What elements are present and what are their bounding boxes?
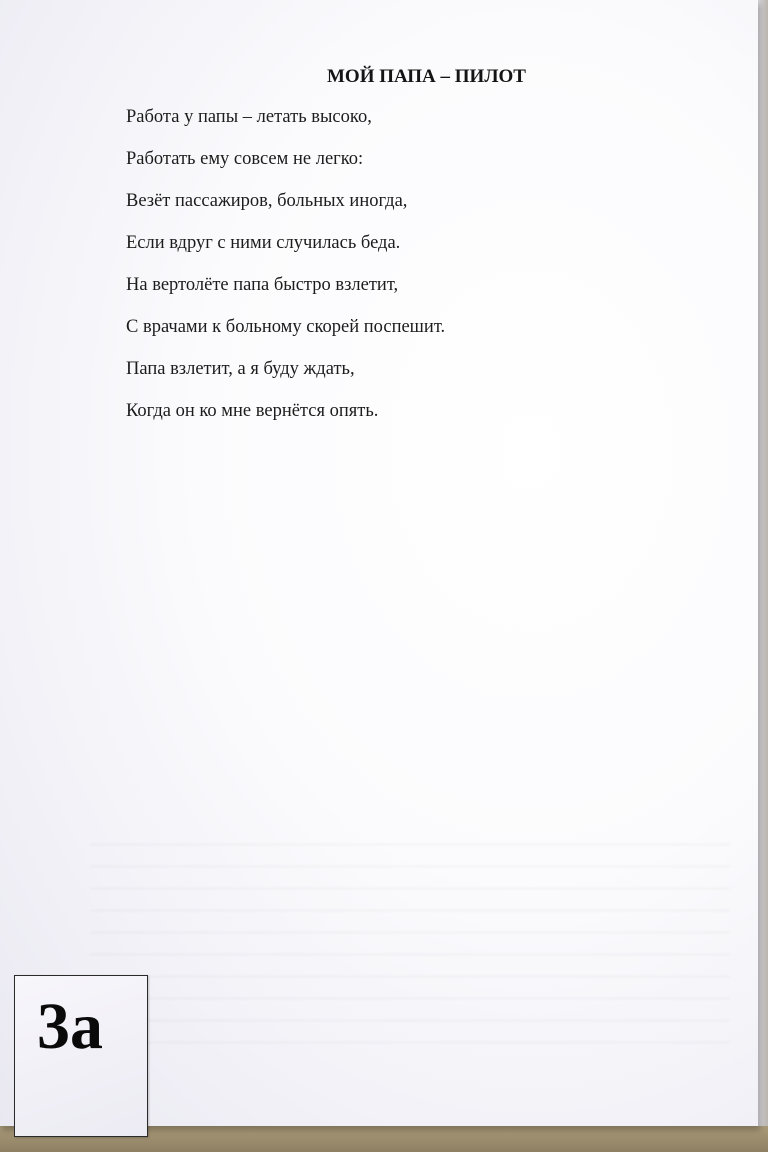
show-through-text [90, 830, 730, 1060]
poem-line: Когда он ко мне вернётся опять. [126, 401, 379, 421]
poem-line: Если вдруг с ними случилась беда. [126, 233, 401, 253]
poem-line: На вертолёте папа быстро взлетит, [126, 275, 399, 295]
poem-line: Папа взлетит, а я буду ждать, [126, 359, 355, 379]
poem-line: Везёт пассажиров, больных иногда, [126, 191, 408, 211]
label-number: 3а [37, 990, 103, 1063]
paper-right-edge [758, 0, 768, 1152]
poem-line: Работать ему совсем не легко: [126, 149, 364, 169]
poem-lines [126, 104, 445, 440]
poem-title: МОЙ ПАПА – ПИЛОТ [327, 66, 526, 87]
poem-line: Работа у папы – летать высоко, [126, 107, 372, 127]
label-card [14, 975, 148, 1137]
poem-line: С врачами к больному скорей поспешит. [126, 317, 446, 337]
